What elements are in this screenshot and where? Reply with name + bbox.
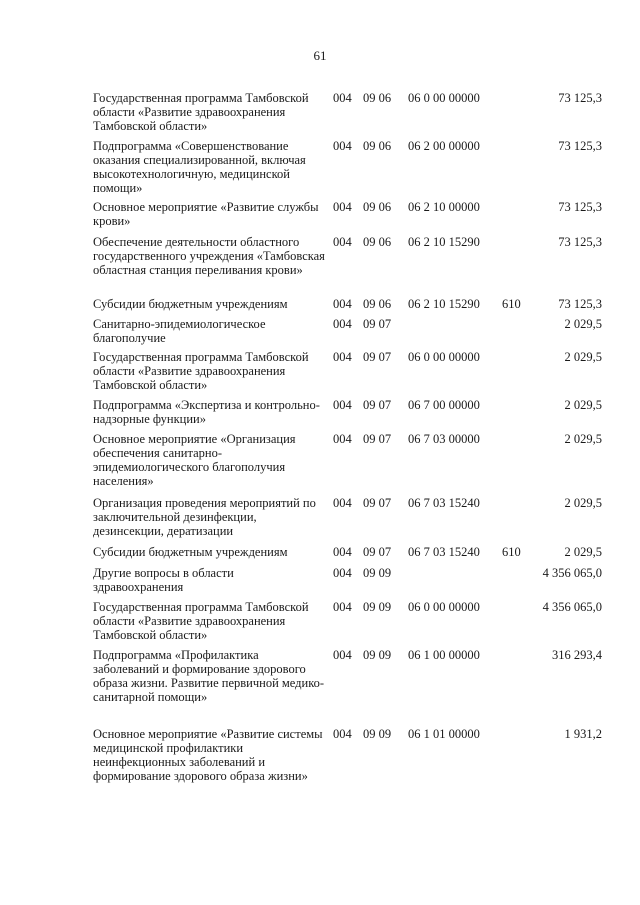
- row-amount: 2 029,5: [564, 496, 602, 510]
- row-amount: 73 125,3: [558, 235, 602, 249]
- row-amount: 73 125,3: [558, 91, 602, 105]
- row-admin-code: 004: [333, 545, 352, 559]
- row-target-code: 06 7 03 15240: [408, 496, 480, 510]
- row-admin-code: 004: [333, 91, 352, 105]
- row-admin-code: 004: [333, 648, 352, 662]
- row-name: Субсидии бюджетным учреждениям: [93, 545, 288, 559]
- row-admin-code: 004: [333, 317, 352, 331]
- row-target-code: 06 7 03 00000: [408, 432, 480, 446]
- row-section-code: 09 06: [363, 235, 392, 249]
- row-admin-code: 004: [333, 200, 352, 214]
- row-name: Основное мероприятие «Развитие службы крови»: [93, 200, 319, 228]
- row-target-code: 06 7 03 15240: [408, 545, 480, 559]
- row-name: Субсидии бюджетным учреждениям: [93, 297, 288, 311]
- row-name: Санитарно-эпидемиологическое благополучие: [93, 317, 266, 345]
- row-amount: 4 356 065,0: [542, 600, 602, 614]
- row-section-code: 09 06: [363, 91, 392, 105]
- row-target-code: 06 1 01 00000: [408, 727, 480, 741]
- row-admin-code: 004: [333, 297, 352, 311]
- row-admin-code: 004: [333, 350, 352, 364]
- row-target-code: 06 2 10 15290: [408, 297, 480, 311]
- row-section-code: 09 09: [363, 648, 392, 662]
- row-section-code: 09 09: [363, 600, 392, 614]
- row-section-code: 09 06: [363, 139, 392, 153]
- row-admin-code: 004: [333, 398, 352, 412]
- row-amount: 2 029,5: [564, 545, 602, 559]
- row-target-code: 06 2 00 00000: [408, 139, 480, 153]
- row-amount: 73 125,3: [558, 200, 602, 214]
- row-target-code: 06 0 00 00000: [408, 91, 480, 105]
- row-expense-type-code: 610: [502, 297, 521, 311]
- row-admin-code: 004: [333, 235, 352, 249]
- row-section-code: 09 07: [363, 317, 392, 331]
- row-section-code: 09 07: [363, 350, 392, 364]
- row-name: Другие вопросы в области здравоохранения: [93, 566, 234, 594]
- row-name: Обеспечение деятельности областного государственного учреждения «Тамбовская областная станция переливания крови»: [93, 235, 325, 277]
- row-amount: 73 125,3: [558, 297, 602, 311]
- row-section-code: 09 07: [363, 496, 392, 510]
- row-amount: 2 029,5: [564, 317, 602, 331]
- row-admin-code: 004: [333, 727, 352, 741]
- row-section-code: 09 06: [363, 297, 392, 311]
- page-number: 61: [313, 48, 327, 63]
- row-amount: 2 029,5: [564, 398, 602, 412]
- row-name: Подпрограмма «Профилактика заболеваний и формирование здорового образа жизни. Развитие первичной медико-санитарной помощи»: [93, 648, 325, 704]
- row-amount: 316 293,4: [552, 648, 602, 662]
- row-name: Государственная программа Тамбовской области «Развитие здравоохранения Тамбовской области»: [93, 350, 309, 392]
- row-name: Основное мероприятие «Организация обеспечения санитарно-эпидемиологического благополучия населения»: [93, 432, 296, 488]
- row-section-code: 09 06: [363, 200, 392, 214]
- row-target-code: 06 0 00 00000: [408, 600, 480, 614]
- row-section-code: 09 09: [363, 727, 392, 741]
- row-admin-code: 004: [333, 496, 352, 510]
- row-name: Основное мероприятие «Развитие системы медицинской профилактики неинфекционных заболеваний и формирование здорового образа жизни»: [93, 727, 323, 783]
- row-target-code: 06 1 00 00000: [408, 648, 480, 662]
- row-name: Организация проведения мероприятий по заключительной дезинфекции, дезинсекции, дератизации: [93, 496, 316, 538]
- row-target-code: 06 2 10 15290: [408, 235, 480, 249]
- row-admin-code: 004: [333, 600, 352, 614]
- row-admin-code: 004: [333, 139, 352, 153]
- row-name: Государственная программа Тамбовской области «Развитие здравоохранения Тамбовской области»: [93, 91, 309, 133]
- row-admin-code: 004: [333, 566, 352, 580]
- row-name: Государственная программа Тамбовской области «Развитие здравоохранения Тамбовской области»: [93, 600, 309, 642]
- row-amount: 73 125,3: [558, 139, 602, 153]
- row-amount: 1 931,2: [564, 727, 602, 741]
- row-section-code: 09 07: [363, 432, 392, 446]
- row-amount: 4 356 065,0: [542, 566, 602, 580]
- row-section-code: 09 07: [363, 398, 392, 412]
- row-name: Подпрограмма «Совершенствование оказания специализированной, включая высокотехнологичную, медицинской помощи»: [93, 139, 306, 195]
- row-name: Подпрограмма «Экспертиза и контрольно-надзорные функции»: [93, 398, 320, 426]
- row-section-code: 09 07: [363, 545, 392, 559]
- row-admin-code: 004: [333, 432, 352, 446]
- row-expense-type-code: 610: [502, 545, 521, 559]
- row-section-code: 09 09: [363, 566, 392, 580]
- row-amount: 2 029,5: [564, 432, 602, 446]
- row-amount: 2 029,5: [564, 350, 602, 364]
- row-target-code: 06 0 00 00000: [408, 350, 480, 364]
- row-target-code: 06 7 00 00000: [408, 398, 480, 412]
- row-target-code: 06 2 10 00000: [408, 200, 480, 214]
